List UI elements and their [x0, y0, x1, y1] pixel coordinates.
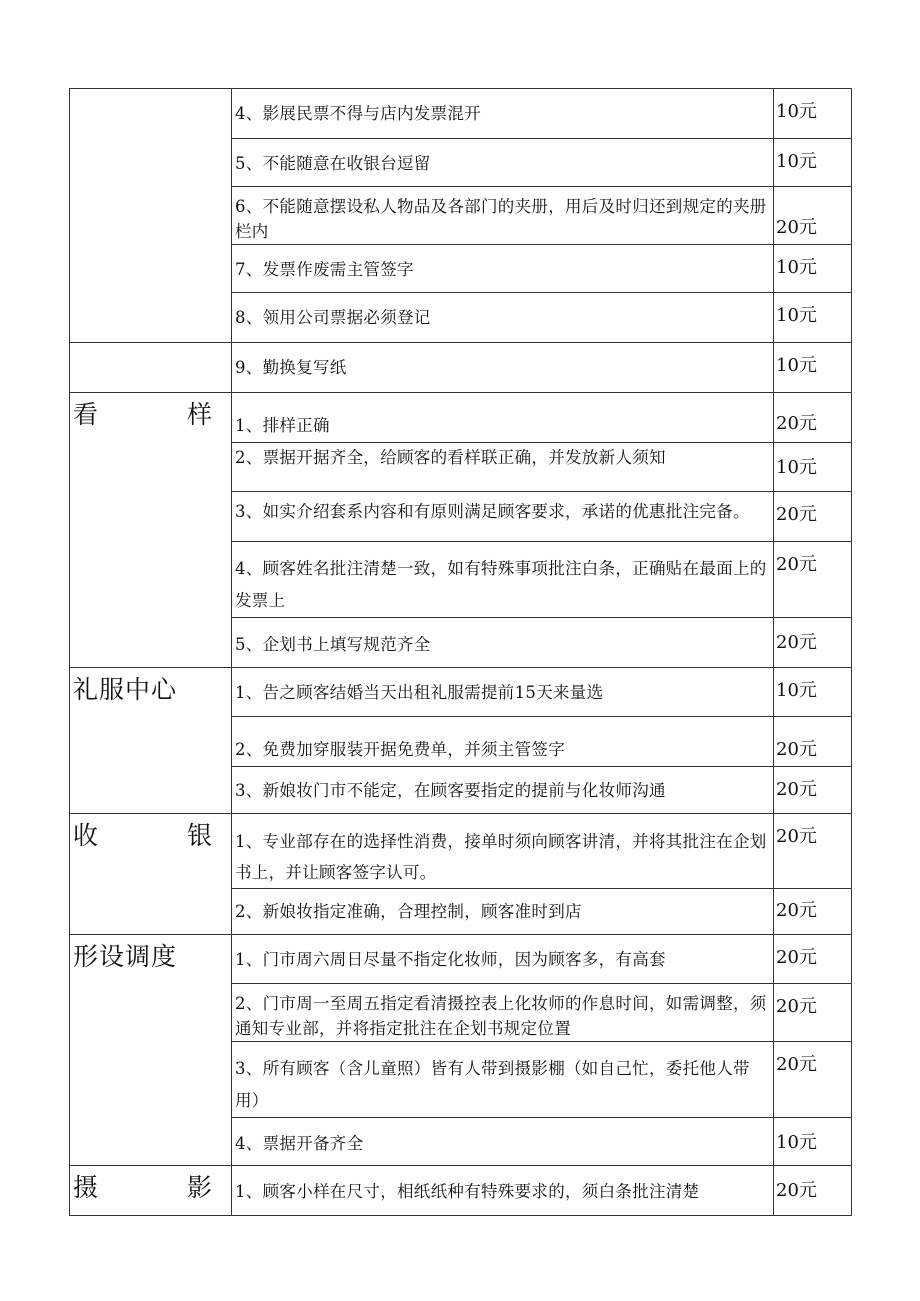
fine-amount: 10元 [774, 1118, 852, 1166]
fine-amount: 20元 [774, 1166, 852, 1216]
rule-text: 1、告之顾客结婚当天出租礼服需提前15天来量选 [232, 668, 774, 717]
rule-text: 3、如实介绍套系内容和有原则满足顾客要求，承诺的优惠批注完备。 [232, 492, 774, 542]
fine-amount: 20元 [774, 814, 852, 889]
category-cell [70, 814, 232, 935]
category-cell [70, 393, 232, 668]
rule-text: 2、免费加穿服装开据免费单，并须主管签字 [232, 717, 774, 767]
table-row [70, 343, 852, 393]
rule-text: 4、影展民票不得与店内发票混开 [232, 89, 774, 139]
rule-text: 1、专业部存在的选择性消费，接单时须向顾客讲清，并将其批注在企划书上，并让顾客签字认可。 [232, 814, 774, 889]
fine-amount: 20元 [774, 717, 852, 767]
fine-amount: 10元 [774, 139, 852, 187]
rule-text: 2、门市周一至周五指定看清摄控表上化妆师的作息时间，如需调整，须通知专业部，并将指定批注在企划书规定位置 [232, 984, 774, 1042]
category-label: 看 样 [73, 400, 213, 429]
category-label: 收 银 [73, 821, 213, 850]
rule-text: 5、不能随意在收银台逗留 [232, 139, 774, 187]
table-row [70, 814, 852, 889]
rule-text: 1、排样正确 [232, 393, 774, 443]
rule-text: 4、票据开备齐全 [232, 1118, 774, 1166]
category-label: 形设调度 [73, 942, 178, 971]
fine-amount: 20元 [774, 1042, 852, 1118]
fine-amount: 20元 [774, 393, 852, 443]
fine-amount: 20元 [774, 935, 852, 984]
rule-text: 7、发票作废需主管签字 [232, 245, 774, 293]
rule-text: 8、领用公司票据必须登记 [232, 293, 774, 343]
category-cell [70, 343, 232, 393]
rule-text: 4、顾客姓名批注清楚一致，如有特殊事项批注白条，正确贴在最面上的发票上 [232, 542, 774, 618]
rules-table [69, 88, 852, 1216]
category-cell [70, 668, 232, 814]
fine-amount: 10元 [774, 89, 852, 139]
fine-amount: 10元 [774, 343, 852, 393]
fine-amount: 20元 [774, 889, 852, 935]
rule-text: 2、新娘妆指定准确，合理控制，顾客准时到店 [232, 889, 774, 935]
table-row [70, 1166, 852, 1216]
table-row [70, 935, 852, 984]
table-row [70, 393, 852, 443]
rule-text: 3、新娘妆门市不能定，在顾客要指定的提前与化妆师沟通 [232, 767, 774, 814]
rule-text: 1、门市周六周日尽量不指定化妆师，因为顾客多，有高套 [232, 935, 774, 984]
fine-amount: 20元 [774, 984, 852, 1042]
fine-amount: 20元 [774, 187, 852, 245]
category-label: 摄 影 [73, 1173, 213, 1202]
category-cell [70, 935, 232, 1166]
fine-amount: 20元 [774, 767, 852, 814]
category-cell [70, 1166, 232, 1216]
rule-text: 3、所有顾客（含儿童照）皆有人带到摄影棚（如自己忙，委托他人带用） [232, 1042, 774, 1118]
fine-amount: 10元 [774, 443, 852, 492]
rule-text: 9、勤换复写纸 [232, 343, 774, 393]
rule-text: 5、企划书上填写规范齐全 [232, 618, 774, 668]
fine-amount: 20元 [774, 618, 852, 668]
fine-amount: 10元 [774, 293, 852, 343]
table-row [70, 668, 852, 717]
table-row [70, 89, 852, 139]
category-cell [70, 89, 232, 343]
fine-amount: 10元 [774, 668, 852, 717]
rule-text: 6、不能随意摆设私人物品及各部门的夹册，用后及时归还到规定的夹册栏内 [232, 187, 774, 245]
rule-text: 2、票据开据齐全，给顾客的看样联正确，并发放新人须知 [232, 443, 774, 492]
rule-text: 1、顾客小样在尺寸，相纸纸种有特殊要求的，须白条批注清楚 [232, 1166, 774, 1216]
category-label: 礼服中心 [73, 675, 178, 704]
fine-amount: 20元 [774, 492, 852, 542]
fine-amount: 10元 [774, 245, 852, 293]
fine-amount: 20元 [774, 542, 852, 618]
